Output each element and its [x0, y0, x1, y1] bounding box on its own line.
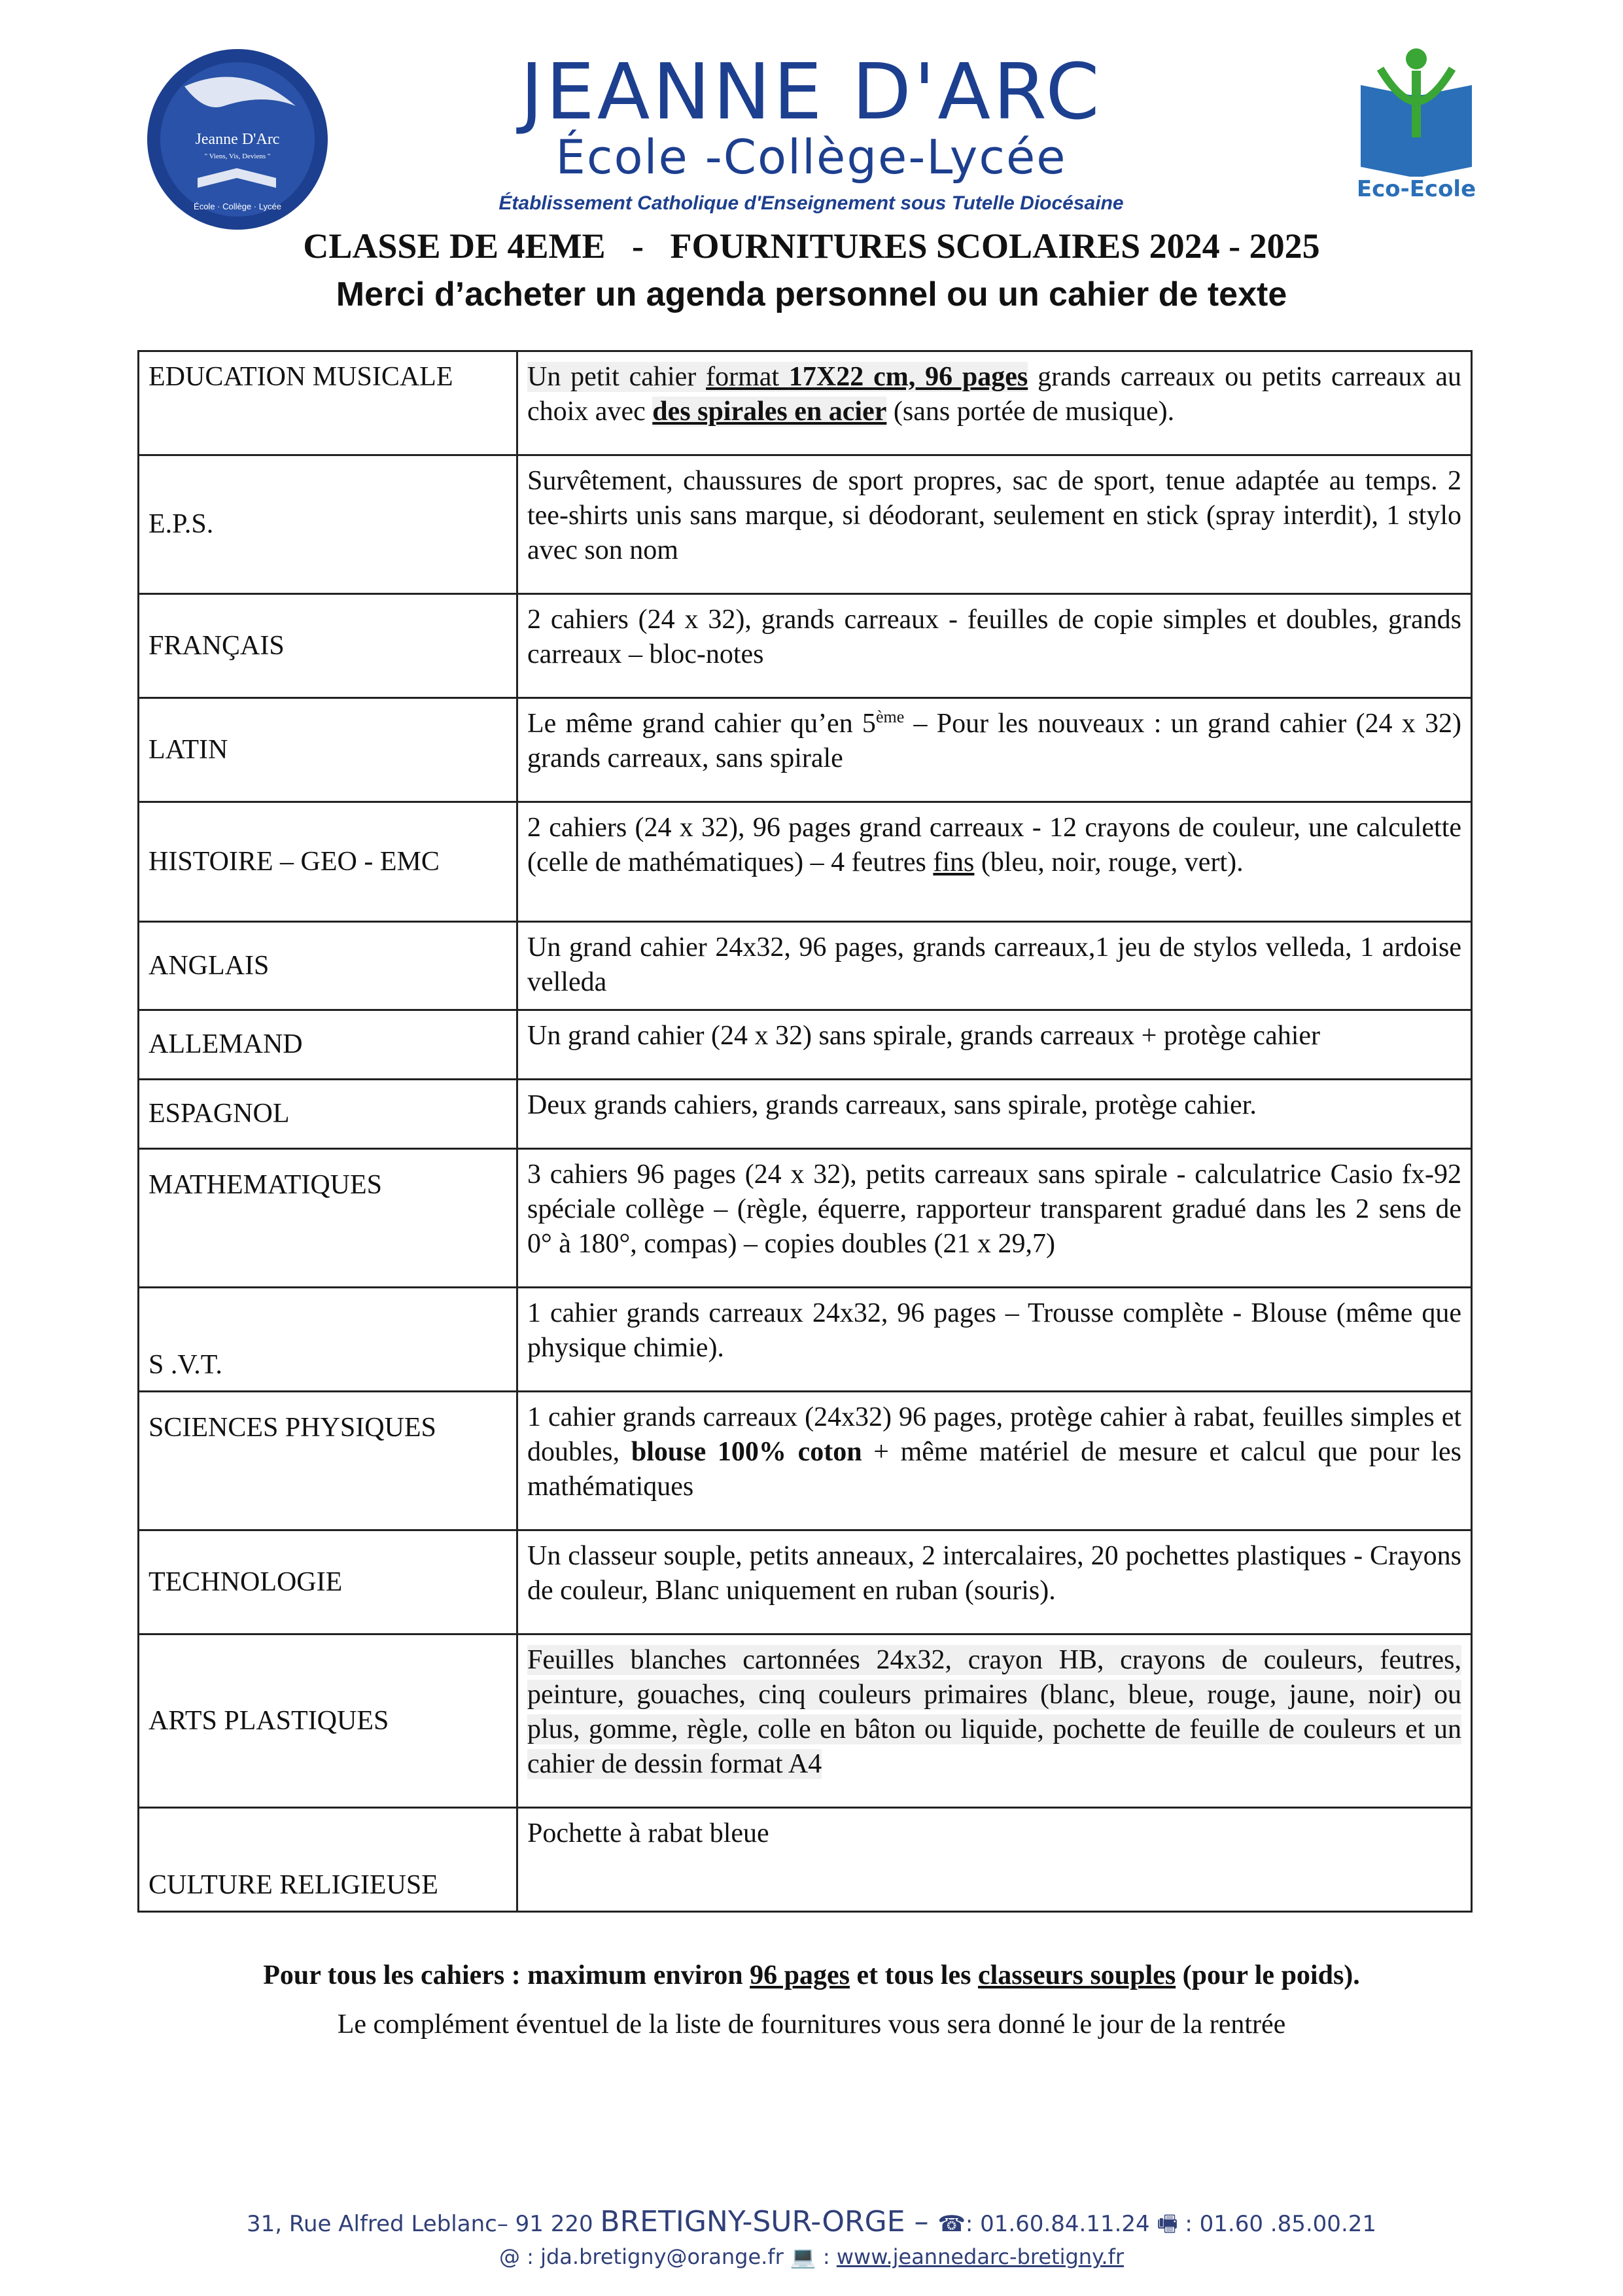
table-row [139, 1288, 1472, 1392]
items-cell: 2 cahiers (24 x 32), grands carreaux - feuilles de copie simples et doubles, grands carreaux – bloc-notes [517, 594, 1472, 698]
phone-icon: ☎ [937, 2211, 966, 2237]
table-row [139, 1634, 1472, 1808]
items-cell: Un grand cahier (24 x 32) sans spirale, grands carreaux + protège cahier [517, 1010, 1472, 1080]
subject-cell: MATHEMATIQUES [139, 1149, 517, 1288]
fax-number: 01.60 .85.00.21 [1199, 2211, 1377, 2237]
subject-cell: CULTURE RELIGIEUSE [139, 1808, 517, 1912]
items-cell: Un petit cahier format 17X22 cm, 96 pages grands carreaux ou petits carreaux au choix avec des spirales en acier (sans portée de musique). [517, 351, 1472, 455]
website-link[interactable]: www.jeannedarc-bretigny.fr [836, 2244, 1125, 2269]
items-cell: Un grand cahier 24x32, 96 pages, grands carreaux,1 jeu de stylos velleda, 1 ardoise velleda [517, 922, 1472, 1010]
city-text: BRETIGNY-SUR-ORGE – [600, 2205, 938, 2238]
items-cell: Un classeur souple, petits anneaux, 2 intercalaires, 20 pochettes plastiques - Crayons de couleur, Blanc uniquement en ruban (souris). [517, 1530, 1472, 1634]
items-cell: 3 cahiers 96 pages (24 x 32), petits carreaux sans spirale - calculatrice Casio fx-92 spéciale collège – (règle, équerre, rapporteur transparent gradué dans les 2 sens de 0° à 180°, compas) – copies doubles (21 x 29,7) [517, 1149, 1472, 1288]
table-row [139, 1530, 1472, 1634]
logo-name: Jeanne D'Arc [195, 131, 280, 148]
subject-cell: ESPAGNOL [139, 1080, 517, 1149]
logo-ring-text: École · Collège · Lycée [194, 202, 281, 211]
phone-number: 01.60.84.11.24 [980, 2211, 1150, 2237]
brand-name: JEANNE D'ARC [520, 46, 1102, 137]
table-row [139, 1149, 1472, 1288]
items-cell: 1 cahier grands carreaux 24x32, 96 pages – Trousse complète - Blouse (même que physique chimie). [517, 1288, 1472, 1392]
note-max-pages: Pour tous les cahiers : maximum environ 96 pages et tous les classeurs souples (pour le poids). [263, 1960, 1360, 1990]
items-cell: Feuilles blanches cartonnées 24x32, crayon HB, crayons de couleurs, feutres, peinture, gouaches, cinq couleurs primaires (blanc, bleue, rouge, jaune, noir) ou plus, gomme, règle, colle en bâton ou liquide, pochette de feuille de couleurs et un cahier de dessin format A4 [517, 1634, 1472, 1808]
eco-ecole-label: Eco-Ecole [1356, 176, 1476, 202]
subject-cell: FRANÇAIS [139, 594, 517, 698]
subject-cell: E.P.S. [139, 455, 517, 594]
items-cell: 2 cahiers (24 x 32), 96 pages grand carreaux - 12 crayons de couleur, une calculette (celle de mathématiques) – 4 feutres fins (bleu, noir, rouge, vert). [517, 802, 1472, 922]
subject-cell: ARTS PLASTIQUES [139, 1634, 517, 1808]
table-row [139, 1808, 1472, 1912]
table-row [139, 351, 1472, 455]
subject-cell: HISTOIRE – GEO - EMC [139, 802, 517, 922]
brand-subtitle: École -Collège-Lycée [555, 130, 1067, 185]
email-text: jda.bretigny@orange.fr [540, 2244, 784, 2269]
eco-ecole-logo [1341, 39, 1492, 203]
items-cell: Deux grands cahiers, grands carreaux, sans spirale, protège cahier. [517, 1080, 1472, 1149]
table-row [139, 1010, 1472, 1080]
subject-cell: ALLEMAND [139, 1010, 517, 1080]
page-subtitle: Merci d’acheter un agenda personnel ou un cahier de texte [336, 275, 1287, 313]
subject-cell: LATIN [139, 698, 517, 802]
items-cell: 1 cahier grands carreaux (24x32) 96 pages, protège cahier à rabat, feuilles simples et doubles, blouse 100% coton + même matériel de mesure et calcul que pour les mathématiques [517, 1392, 1472, 1530]
subject-cell: ANGLAIS [139, 922, 517, 1010]
computer-icon: 💻 [790, 2244, 816, 2269]
table-row [139, 698, 1472, 802]
table-row [139, 1080, 1472, 1149]
address-text: 31, Rue Alfred Leblanc– 91 220 [246, 2211, 601, 2237]
subject-cell: S .V.T. [139, 1288, 517, 1392]
items-cell: Survêtement, chaussures de sport propres, sac de sport, tenue adaptée au temps. 2 tee-shirts unis sans marque, si déodorant, seulement en stick (spray interdit), 1 stylo avec son nom [517, 455, 1472, 594]
footer-address: 31, Rue Alfred Leblanc– 91 220 BRETIGNY-SUR-ORGE – ☎: 01.60.84.11.24 🖷 : 01.60 .85.00.21 [246, 2205, 1377, 2238]
table-row [139, 802, 1472, 922]
subject-cell: SCIENCES PHYSIQUES [139, 1392, 517, 1530]
table-row [139, 1392, 1472, 1530]
items-cell: Le même grand cahier qu’en 5ème – Pour les nouveaux : un grand cahier (24 x 32) grands carreaux, sans spirale [517, 698, 1472, 802]
table-row [139, 594, 1472, 698]
table-row [139, 455, 1472, 594]
note-complement: Le complément éventuel de la liste de fournitures vous sera donné le jour de la rentrée [337, 2009, 1286, 2040]
brand-tagline: Établissement Catholique d'Enseignement sous Tutelle Diocésaine [498, 192, 1124, 214]
footer-contact: @ : jda.bretigny@orange.fr 💻 : www.jeannedarc-bretigny.fr [498, 2244, 1125, 2269]
subject-cell: TECHNOLOGIE [139, 1530, 517, 1634]
logo-motto: " Viens, Vis, Deviens " [204, 152, 271, 160]
items-cell: Pochette à rabat bleue [517, 1808, 1472, 1912]
page-title: CLASSE DE 4EME - FOURNITURES SCOLAIRES 2024 - 2025 [303, 226, 1320, 266]
subject-cell: EDUCATION MUSICALE [139, 351, 517, 455]
brand-block [366, 46, 1256, 215]
school-logo [145, 47, 330, 232]
supplies-table [137, 350, 1473, 1913]
fax-icon: 🖷 [1157, 2211, 1178, 2237]
table-row [139, 922, 1472, 1010]
